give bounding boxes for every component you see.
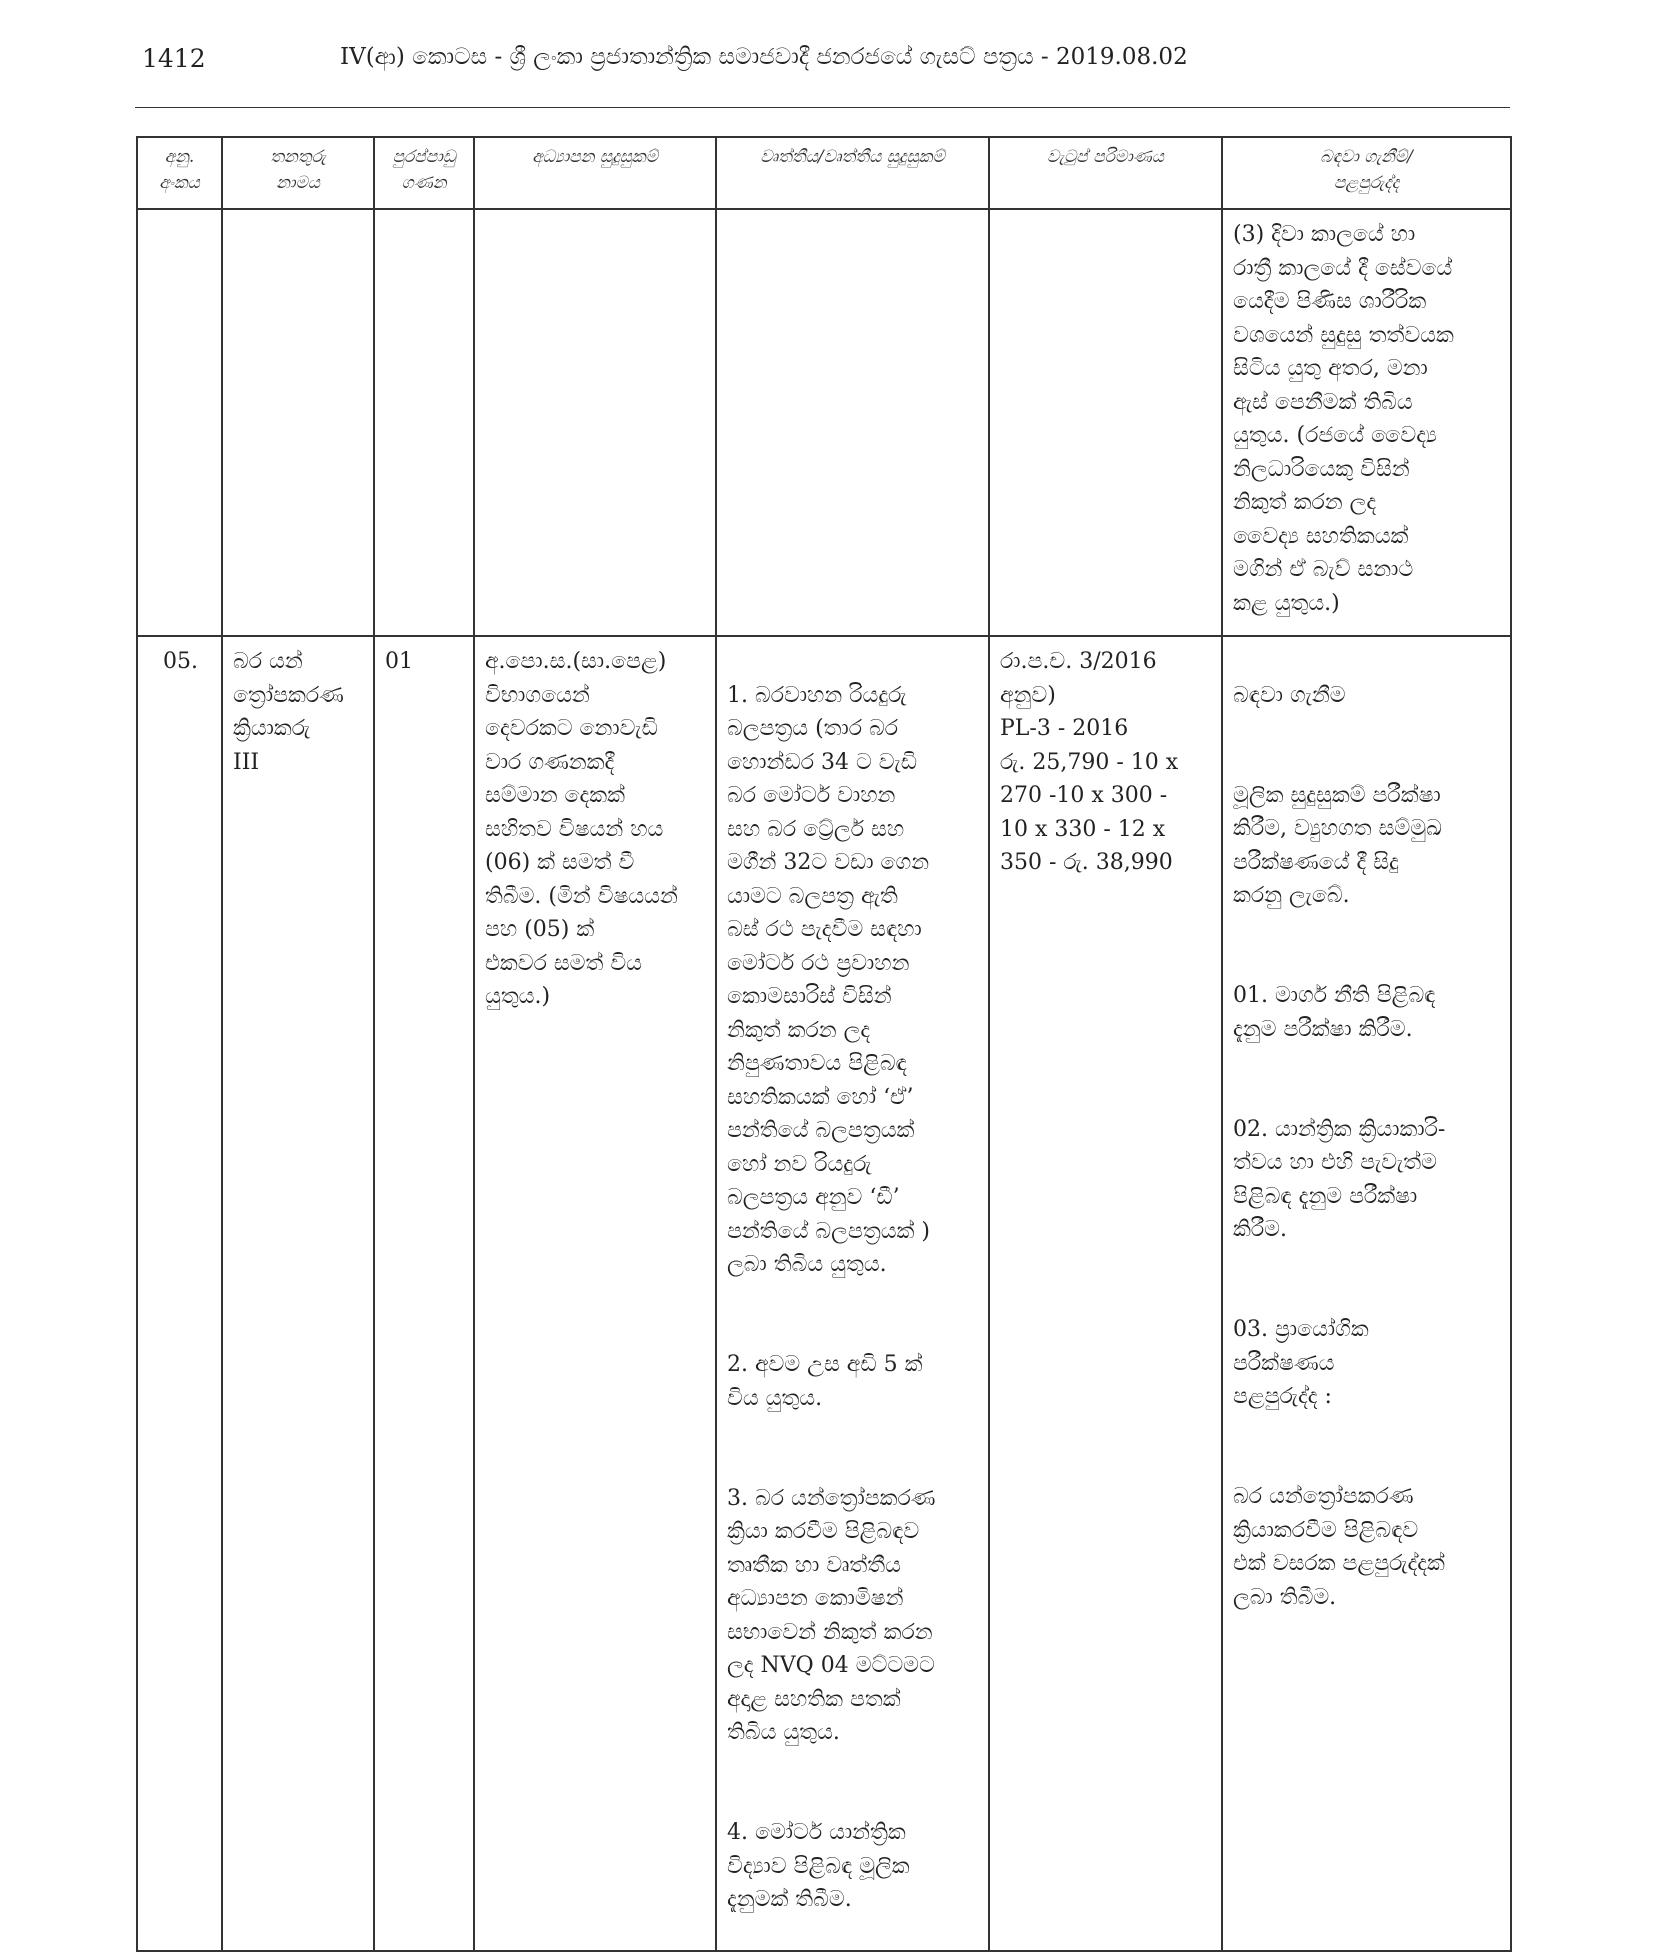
post-name: බර යන් ත්‍රෝපකරණ ක්‍රියාකරු III bbox=[233, 649, 344, 775]
column-header-vacancies: පුරප්පාඩු ගණන bbox=[374, 137, 474, 209]
column-header-professional: වෘත්තීය/වෘත්තීය සුදුසුකම් bbox=[716, 137, 989, 209]
recruitment-item: මූලික සුදුසුකම් පරීක්ෂා කිරීම, ව්‍යුහගත සම්මුඛ පරීක්ෂණයේ දී සිදු කරනු ලැබේ. bbox=[1233, 782, 1442, 908]
professional-text bbox=[717, 637, 988, 1950]
recruitment-item: බර යන්ත්‍රෝපකරණ ක්‍රියාකරවීම පිළිබඳව එක් වසරක පළපුරුද්දක් ලබා තිබීම. bbox=[1233, 1484, 1445, 1610]
professional-item: 2. අවම උස අඩි 5 ක් විය යුතුය. bbox=[727, 1352, 923, 1411]
serial-cell bbox=[137, 209, 222, 636]
recruitment-item: 01. මාර්ග නීති පිළිබඳ දැනුම පරීක්ෂා කිරීම. bbox=[1233, 983, 1436, 1042]
vacancies-cell bbox=[374, 636, 474, 1951]
education-text: අ.පො.ස.(සා.පෙළ) විභාගයෙන් දෙවරකට නොවැඩි වාර ගණනකදී සම්මාන දෙකක් සහිතව විෂයන් හය (06) ක් සමත් වී තිබීම. (මින් විෂයයන් පහ (05) ක් එකවර සමත් විය යුතුය.) bbox=[485, 649, 678, 1009]
table-row bbox=[137, 636, 1511, 1951]
professional-cell bbox=[716, 209, 989, 636]
table-header-row bbox=[137, 137, 1511, 209]
professional-item: 1. බරවාහන රියදුරු බලපත්‍රය (තාර බර හොන්ඩර 34 ට වැඩි බර මෝටර් වාහන සහ බර ට්‍රේලර් සහ මගීන් 32ට වඩා ගෙන යාමට බලපත්‍ර ඇති බස් රථ පැදවීම සඳහා මෝටර් රථ ප්‍රවාහන කොමසාරිස් විසින් නිකුත් කරන ලද නිපුණතාවය පිළිබඳ සහතිකයක් හෝ ‘ඒ’ පන්තියේ බලපත්‍රයක් හෝ නව රියදුරු බලපත්‍රය අනුව ‘ඩී’ පන්තියේ බලපත්‍රයක් ) ලබා තිබිය යුතුය. bbox=[727, 682, 930, 1277]
recruitment-cell bbox=[1222, 636, 1511, 1951]
salary-scale: රා.ප.ච. 3/2016 අනුව) PL-3 - 2016 රු. 25,790 - 10 x 270 -10 x 300 - 10 x 330 - 12 x 350 - රු. 38,990 bbox=[1000, 649, 1179, 875]
serial-cell bbox=[137, 636, 222, 1951]
education-cell bbox=[474, 209, 716, 636]
professional-item: 4. මෝටර් යාන්ත්‍රික විද්‍යාව පිළිබඳ මූලික දැනුමක් තිබීම. bbox=[727, 1820, 910, 1912]
serial-number: 05. bbox=[163, 649, 198, 674]
column-header-salary: වැටුප් පරිමාණය bbox=[989, 137, 1222, 209]
vacancies-count: 01 bbox=[385, 649, 413, 674]
header-divider bbox=[135, 107, 1510, 108]
salary-cell bbox=[989, 209, 1222, 636]
recruitment-text: (3) දිවා කාලයේ හා රාත්‍රී කාලයේ දී සේවයේ යෙදීම පිණිස ශාරීරික වශයෙන් සුදුසු තත්වයක සිටිය යුතු අතර, මනා ඇස් පෙනීමක් තිබිය යුතුය. (රජයේ වෛද්‍ය නිලධාරියෙකු විසින් නිකුත් කරන ලද වෛද්‍ය සහතිකයක් මගින් ඒ බැව් සනාථ කළ යුතුය.) bbox=[1233, 222, 1454, 616]
post-name-cell bbox=[222, 636, 374, 1951]
vacancies-cell bbox=[374, 209, 474, 636]
professional-cell bbox=[716, 636, 989, 1951]
column-header-serial: අනු. අංකය bbox=[137, 137, 222, 209]
recruitment-item: 02. යාන්ත්‍රික ක්‍රියාකාරි- ත්වය හා එහි පැවැත්ම පිළිබඳ දැනුම පරීක්ෂා කිරීම. bbox=[1233, 1116, 1446, 1242]
recruitment-item: 03. ප්‍රායෝගික පරීක්ෂණය පළපුරුද්ද : bbox=[1233, 1317, 1369, 1409]
recruitment-cell bbox=[1222, 209, 1511, 636]
gazette-title: IV(ආ) කොටස - ශ්‍රී ලංකා ප්‍රජාතාන්ත්‍රික සමාජවාදී ජනරජයේ ගැසට් පත්‍රය - 2019.08.02 bbox=[340, 44, 1188, 70]
page-header bbox=[0, 44, 1655, 84]
education-cell bbox=[474, 636, 716, 1951]
column-header-recruitment: බඳවා ගැනීම්/ පළපුරුද්ද bbox=[1222, 137, 1511, 209]
recruitment-item: බඳවා ගැනීම bbox=[1233, 682, 1346, 708]
post-name-cell bbox=[222, 209, 374, 636]
salary-cell bbox=[989, 636, 1222, 1951]
page-number: 1412 bbox=[142, 44, 206, 73]
table-row bbox=[137, 209, 1511, 636]
column-header-education: අධ්‍යාපන සුදුසුකම් bbox=[474, 137, 716, 209]
column-header-post-name: තනතුරු නාමය bbox=[222, 137, 374, 209]
recruitment-text bbox=[1223, 637, 1510, 1648]
professional-item: 3. බර යන්ත්‍රෝපකරණ ක්‍රියා කරවීම පිළිබඳව තෘතීක හා වෘත්තීය අධ්‍යාපන කොමිෂන් සභාවෙන් නිකුත් කරන ලද NVQ 04 මට්ටමට අදාළ සහතික පතක් තිබිය යුතුය. bbox=[727, 1485, 936, 1745]
vacancy-table bbox=[136, 136, 1512, 1952]
